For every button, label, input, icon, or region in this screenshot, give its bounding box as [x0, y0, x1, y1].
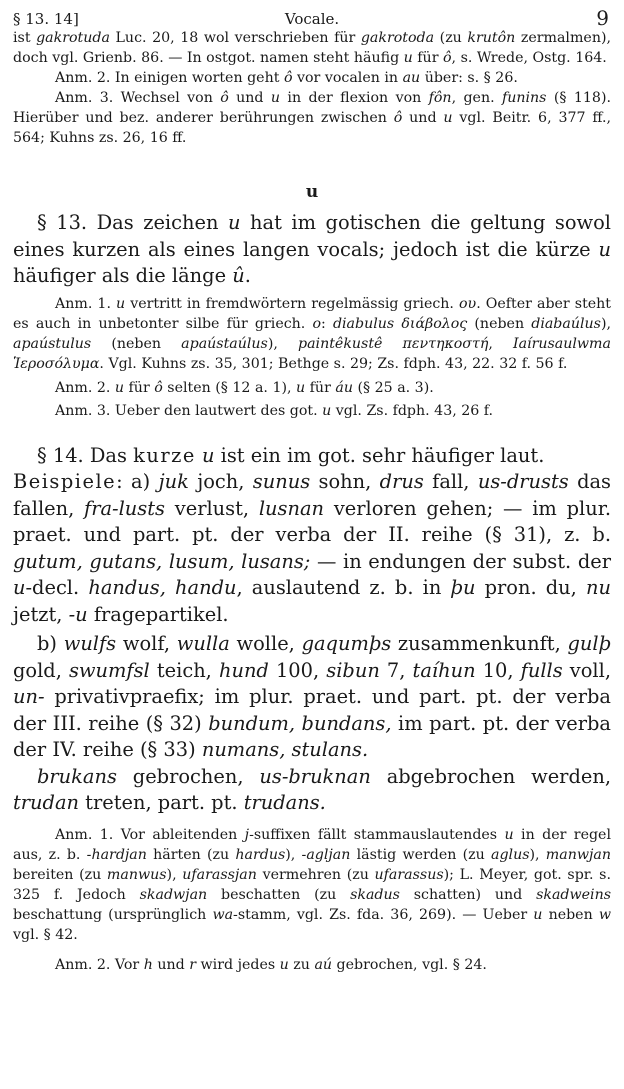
italic-term: fra-lusts — [84, 496, 165, 520]
s13-anm-1: Anm. 1. u vertritt in fremdwörtern regelmässig griech. ου. Oefter aber steht es auch in unbetonter silbe für griech. o: diabulus διάβολος (neben diabaúlus), apaústulus (neben apaústaúlus), paintêkustê πεντηκοστή, Iaírusaulwma Ἱεροσόλυμα. Vgl. Kuhns zs. 35, 301; Bethge s. 29; Zs. fdph. 43, 22. 32 f. 56 f. — [13, 295, 611, 372]
header-title: Vocale. — [284, 10, 340, 28]
italic-term: u — [13, 576, 26, 599]
italic-term: ô — [154, 379, 163, 396]
italic-term: manwjan — [545, 846, 611, 863]
italic-term: manwus — [106, 866, 167, 883]
italic-term: trudan — [13, 791, 80, 814]
italic-term: gulþ — [567, 632, 611, 655]
intro-paragraph: ist gakrotuda Luc. 20, 18 wol verschrieben für gakrotoda (zu krutôn zermalmen), doch vgl. Grienb. 86. — In ostgot. namen steht häufig u für ô, s. Wrede, Ostg. 164. — [13, 30, 612, 66]
italic-term: us-bruknan — [259, 764, 371, 788]
italic-term: áu — [335, 379, 353, 396]
italic-term: u — [533, 906, 543, 923]
italic-term: -agljan — [301, 846, 351, 863]
spaced-emphasis: kurze — [133, 443, 196, 467]
italic-term: u — [443, 110, 453, 126]
italic-term: ô — [443, 50, 452, 66]
italic-term: paintêkustê πεντηκοστή — [298, 335, 489, 352]
italic-term: û — [232, 264, 245, 287]
italic-term: skadus — [350, 886, 400, 903]
italic-term: u — [227, 211, 241, 234]
italic-term: wulfs — [63, 632, 117, 655]
italic-term: diabulus διάβολος — [332, 315, 468, 332]
italic-term: Iaírusaulwma Ἱεροσόλυμα — [13, 335, 611, 372]
s14-anm-2: Anm. 2. Vor h und r wird jedes u zu aú gebrochen, vgl. § 24. — [55, 956, 487, 973]
s14-beispiele-b: b) wulfs wolf, wulla wolle, gaqumþs zusammenkunft, gulþ gold, swumfsl teich, hund 100, sibun 7, taíhun 10, fulls voll, un- privativpraefix; im plur. praet. und part. pt. der verba der III. reihe (§ 32) bundum, bundans, im part. pt. der verba der IV. reihe (§ 33) numans, stulans. — [13, 632, 611, 761]
italic-term: -hardjan — [86, 846, 147, 863]
intro-anm-3: Anm. 3. Wechsel von ô und u in der flexion von fôn, gen. funins (§ 118). Hierüber und bez. anderer berührungen zwischen ô und u vgl. Beitr. 6, 377 ff., 564; Kuhns zs. 26, 16 ff. — [13, 90, 611, 146]
italic-term: u — [279, 956, 289, 973]
italic-term: au — [402, 70, 421, 86]
italic-term: handus, handu — [88, 576, 237, 599]
italic-term: gaqumþs — [301, 632, 392, 655]
italic-term: brukans — [37, 764, 117, 788]
spaced-emphasis: Beispiele — [13, 470, 117, 493]
page-number: 9 — [596, 6, 609, 30]
italic-term: þu — [450, 576, 476, 599]
italic-term: un- — [13, 685, 45, 708]
italic-term: gakrotuda — [36, 30, 110, 46]
italic-term: ufarassus — [374, 866, 444, 883]
italic-term: u — [296, 379, 306, 396]
italic-term: r — [189, 956, 197, 973]
italic-term: apaústulus — [13, 335, 92, 352]
italic-term: juk — [158, 470, 189, 493]
italic-term: bundum, bundans, — [208, 711, 392, 735]
italic-term: taíhun — [412, 658, 476, 682]
italic-term: funins — [501, 90, 547, 106]
italic-term: u — [322, 402, 332, 419]
italic-term: drus — [379, 470, 424, 493]
italic-term: lusnan — [258, 496, 325, 520]
italic-term: gutum, gutans, lusum, lusans; — [13, 549, 311, 573]
s14-paragraph: § 14. Das kurze u ist ein im got. sehr häufiger laut. — [37, 443, 545, 467]
italic-term: u — [403, 50, 413, 66]
italic-term: ου — [459, 295, 477, 312]
italic-term: apaústaúlus — [181, 335, 268, 352]
italic-term: ô — [220, 90, 229, 106]
header-section-ref: § 13. 14] — [13, 10, 79, 28]
s13-paragraph: § 13. Das zeichen u hat im gotischen die geltung sowol eines kurzen als eines langen vocals; jedoch ist die kürze u häufiger als die länge û. — [13, 211, 611, 287]
italic-term: aglus — [491, 846, 530, 863]
italic-term: j — [244, 826, 250, 843]
italic-term: wulla — [176, 632, 230, 655]
italic-term: aú — [314, 956, 333, 973]
italic-term: us-drusts — [477, 470, 569, 493]
italic-term: hund — [218, 658, 269, 682]
italic-term: nu — [586, 576, 611, 599]
s14-brukans: brukans gebrochen, us-bruknan abgebrochen werden, trudan treten, part. pt. trudans. — [13, 764, 611, 814]
italic-term: gakrotoda — [360, 30, 435, 46]
italic-term: hardus — [235, 846, 286, 863]
s13-anm-3: Anm. 3. Ueber den lautwert des got. u vgl. Zs. fdph. 43, 26 f. — [55, 402, 494, 419]
italic-term: numans, stulans. — [201, 738, 369, 761]
italic-term: fulls — [520, 658, 563, 682]
italic-term: u — [598, 237, 611, 261]
italic-term: -u — [68, 602, 88, 626]
italic-term: wa — [212, 906, 234, 923]
italic-term: ufarassjan — [182, 866, 257, 883]
running-header — [13, 6, 611, 28]
italic-term: skadweins — [536, 886, 611, 903]
italic-term: trudans. — [243, 791, 326, 814]
italic-term: u — [270, 90, 281, 106]
italic-term: krutôn — [467, 30, 516, 46]
italic-term: diabaúlus — [531, 315, 601, 332]
italic-term: skadwjan — [139, 886, 208, 903]
italic-term: h — [143, 956, 153, 973]
italic-term: swumfsl — [68, 658, 150, 682]
italic-term: ô — [393, 110, 403, 126]
italic-term: u — [114, 379, 125, 396]
italic-term: u — [504, 826, 514, 843]
italic-term: o — [312, 315, 321, 332]
italic-term: sibun — [326, 658, 380, 682]
italic-term: fôn — [428, 90, 452, 106]
s14-anm-1: Anm. 1. Vor ableitenden j-suffixen fällt stammauslautendes u in der regel aus, z. b. -hardjan härten (zu hardus), -agljan lästig werden (zu aglus), manwjan bereiten (zu manwus), ufarassjan vermehren (zu ufarassus); L. Meyer, got. spr. s. 325 f. Jedoch skadwjan beschatten (zu skadus schatten) und skadweins beschattung (ursprünglich wa-stamm, vgl. Zs. fda. 36, 269). — Ueber u neben w vgl. § 42. — [13, 826, 611, 943]
page — [13, 6, 611, 975]
italic-term: w — [598, 906, 611, 923]
intro-anm-2: Anm. 2. In einigen worten geht ô vor vocalen in au über: s. § 26. — [55, 70, 518, 86]
italic-term: u — [201, 443, 215, 467]
italic-term: ô — [283, 70, 293, 86]
s13-anm-2: Anm. 2. u für ô selten (§ 12 a. 1), u für áu (§ 25 a. 3). — [55, 379, 434, 396]
section-heading: u — [305, 182, 319, 202]
italic-term: sunus — [252, 470, 311, 493]
s14-beispiele-a: Beispiele: a) juk joch, sunus sohn, drus fall, us-drusts das fallen, fra-lusts verlust, lusnan verloren gehen; — im plur. praet. und part. pt. der verba der II. reihe (§ 31), z. b. gutum, gutans, lusum, lusans; — in endungen der subst. der u-decl. handus, handu, auslautend z. b. in þu pron. du, nu jetzt, -u fragepartikel. — [13, 470, 612, 626]
italic-term: u — [116, 295, 126, 312]
